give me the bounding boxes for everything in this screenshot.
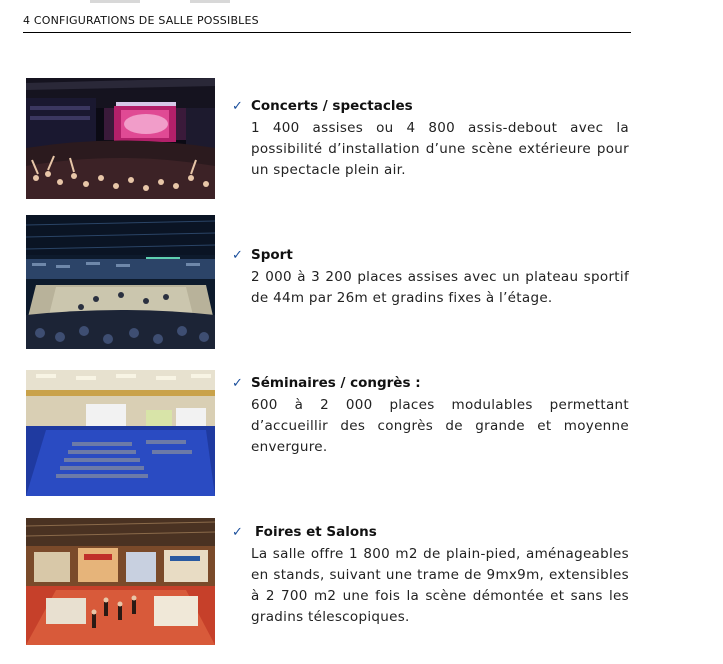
check-icon: ✓: [232, 248, 243, 263]
fair-photo: [26, 518, 215, 645]
section-description: 1 400 assises ou 4 800 assis-debout avec la possibilité d’installation d’une scène extérieure pour un spectacle plein air.: [251, 120, 629, 178]
section-title: Foires et Salons: [255, 524, 377, 540]
seminar-photo: [26, 370, 215, 496]
check-icon: ✓: [232, 525, 243, 540]
section-description: 2 000 à 3 200 places assises avec un plateau sportif de 44m par 26m et gradins fixes à l’étage.: [251, 269, 629, 306]
fairs-text: [232, 524, 629, 628]
concerts-text: [232, 98, 629, 181]
page-header: [23, 12, 631, 33]
section-description: La salle offre 1 800 m2 de plain-pied, aménageables en stands, suivant une trame de 9mx9m, extensibles à 2 700 m2 une fois la scène démontée et sans les gradins télescopiques.: [251, 546, 629, 625]
section-title: Séminaires / congrès :: [251, 375, 421, 391]
section-description: 600 à 2 000 places modulables permettant d’accueillir des congrès de grande et moyenne envergure.: [251, 397, 629, 455]
sport-text: [232, 247, 629, 309]
page-title: 4 CONFIGURATIONS DE SALLE POSSIBLES: [23, 14, 259, 27]
concert-photo: [26, 78, 215, 199]
top-decoration: [90, 0, 240, 4]
check-icon: ✓: [232, 99, 243, 114]
section-title: Concerts / spectacles: [251, 98, 413, 114]
check-icon: ✓: [232, 376, 243, 391]
sport-photo: [26, 215, 215, 349]
seminars-text: [232, 375, 629, 458]
section-title: Sport: [251, 247, 293, 263]
